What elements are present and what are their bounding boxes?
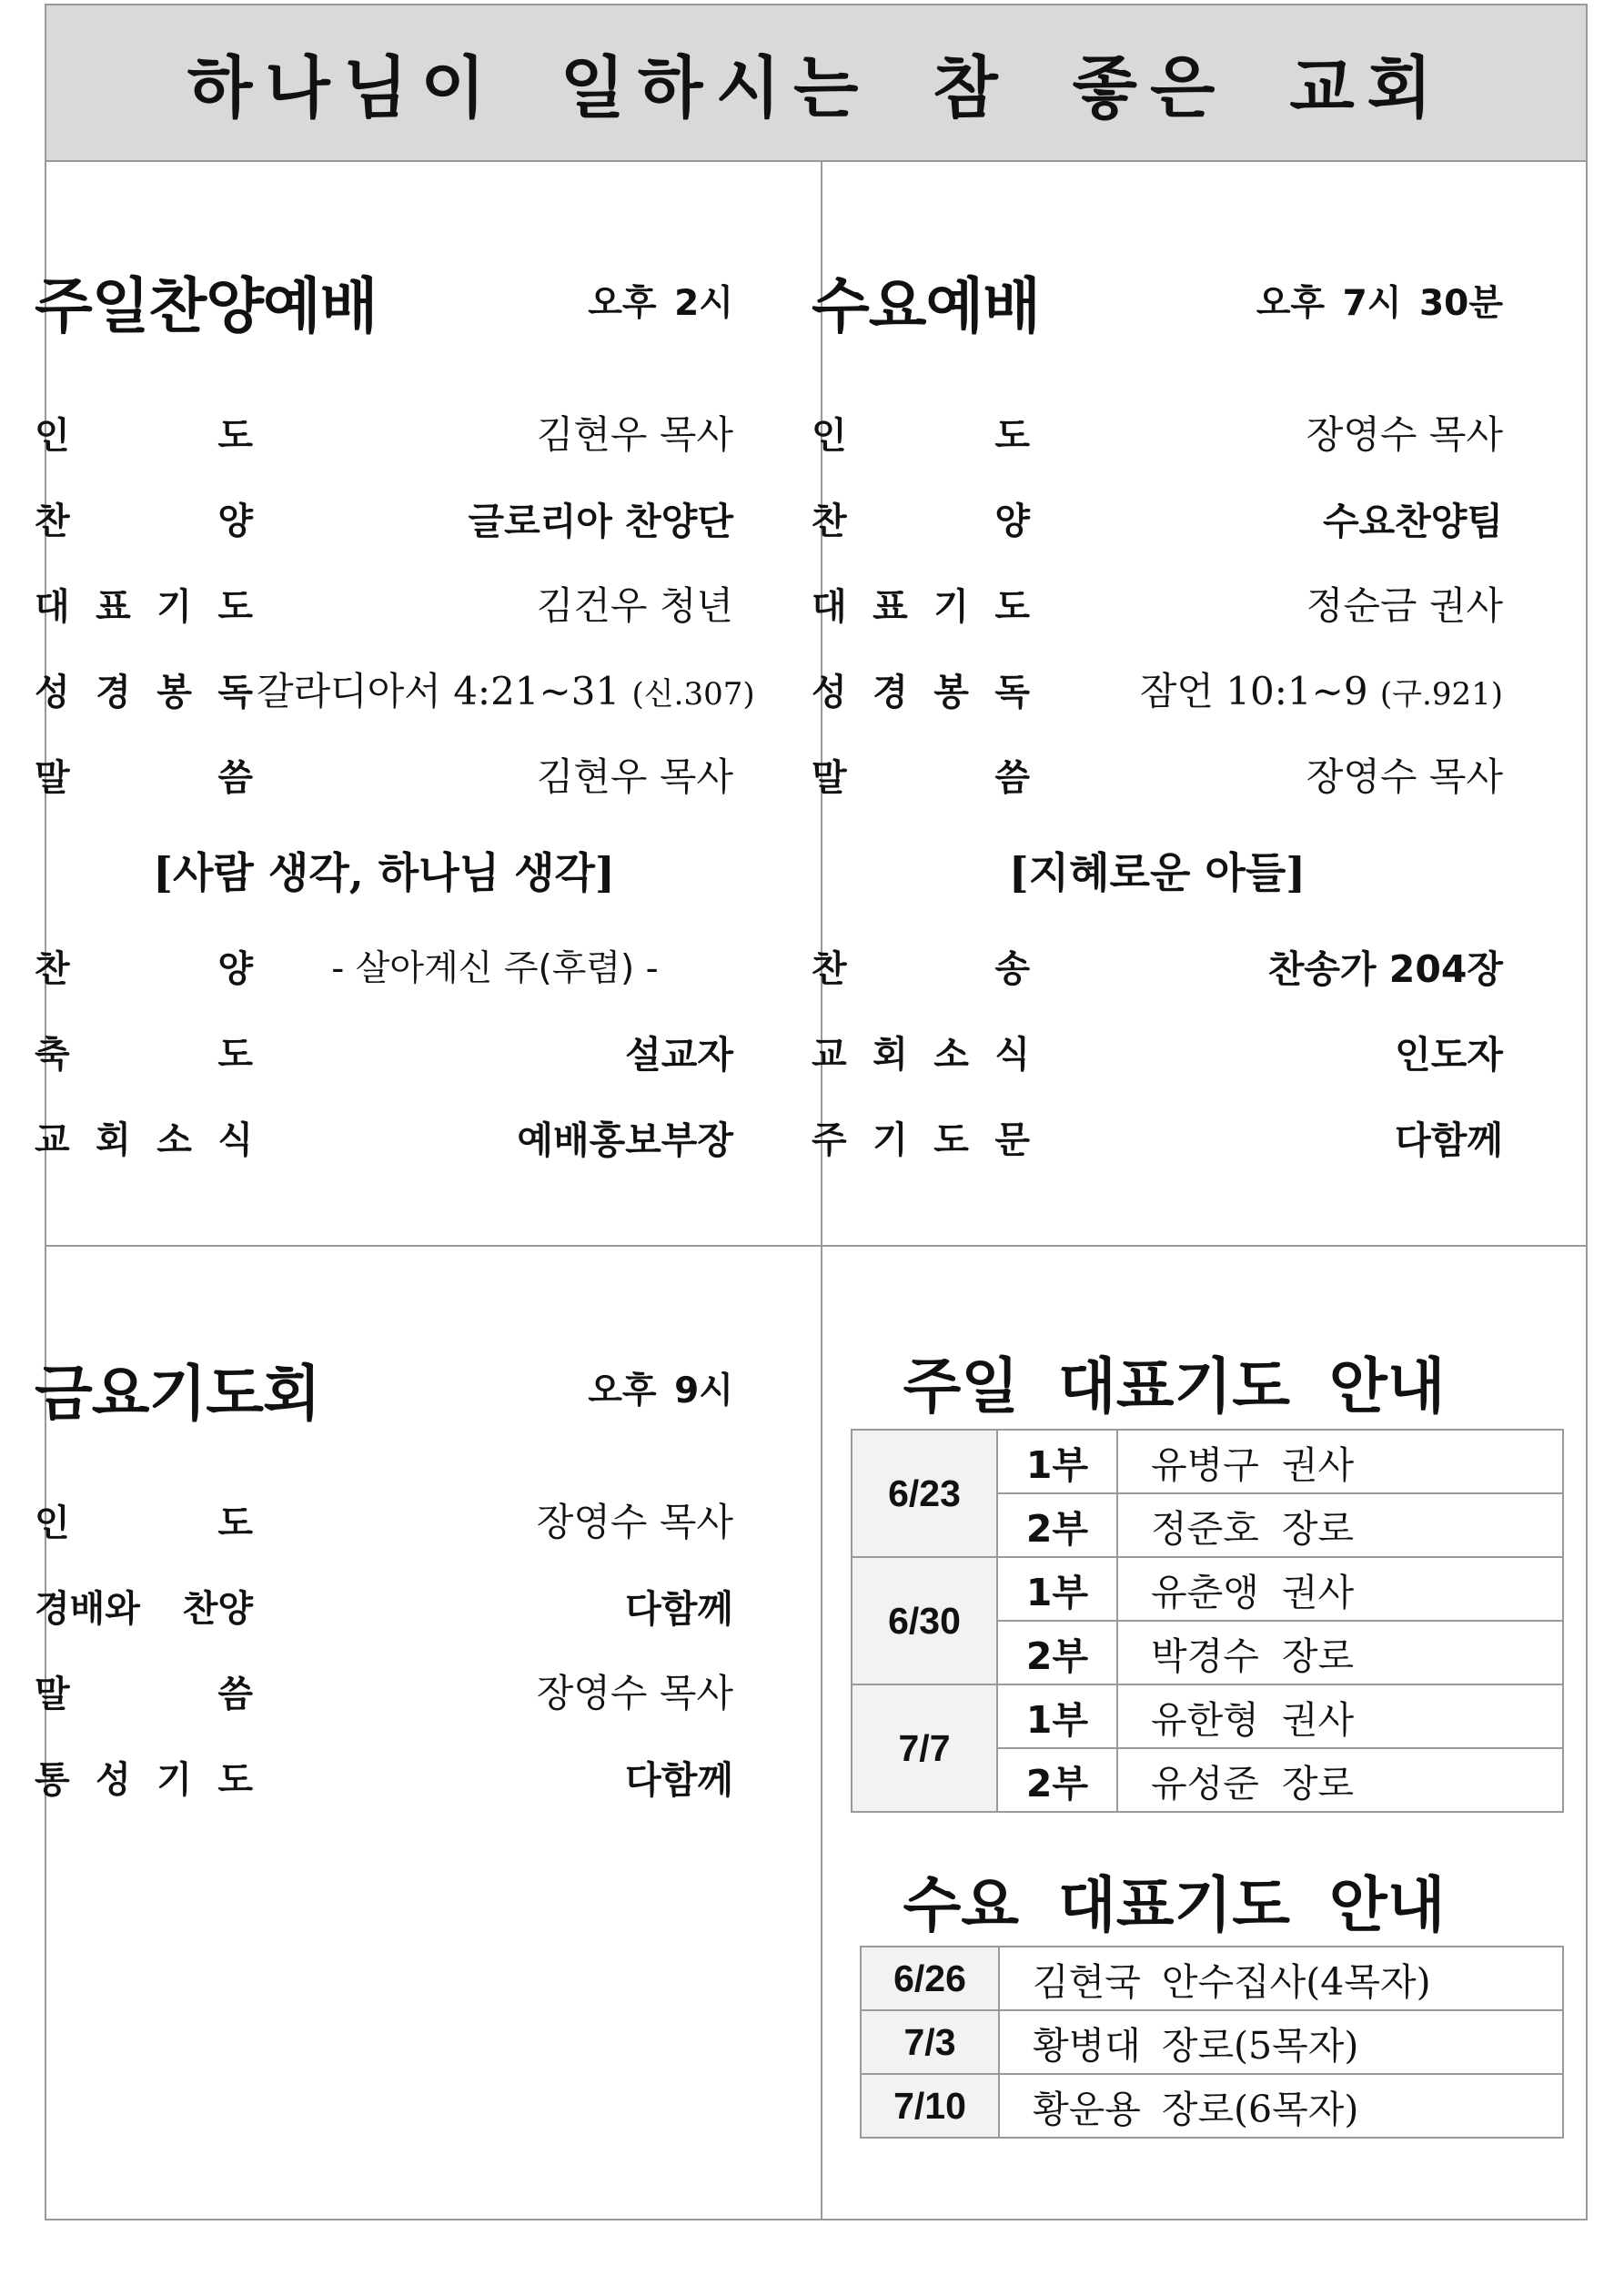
label-char: 성 xyxy=(96,1758,131,1801)
label-char: 주 xyxy=(812,1118,847,1161)
value-text: - 살아계신 주(후렴) - xyxy=(331,948,659,989)
service-row xyxy=(35,1008,733,1094)
label-char: 대 xyxy=(812,585,847,628)
row-label xyxy=(812,1111,1034,1163)
label-char: 도 xyxy=(217,1758,253,1801)
wednesday-prayer-table xyxy=(860,1946,1564,2139)
service-row xyxy=(35,646,755,732)
service-part-cell: 1부 xyxy=(997,1684,1117,1748)
service-time: 오후 7시 30분 xyxy=(1256,283,1503,324)
sunday-prayer-title: 주일 대표기도 안내 xyxy=(903,1351,1446,1421)
order-of-service xyxy=(35,389,755,1179)
value-text: 인도자 xyxy=(1395,1032,1503,1077)
row-value xyxy=(257,662,755,716)
value-text: 설교자 xyxy=(625,1032,733,1077)
row-value xyxy=(257,576,733,631)
label-char: 찬 xyxy=(35,500,70,542)
value-text: 글로리아 찬양단 xyxy=(468,499,733,543)
row-value xyxy=(1034,662,1503,716)
row-value xyxy=(1034,491,1503,545)
label-char: 도 xyxy=(933,1118,969,1161)
table-row xyxy=(852,1557,1563,1621)
table-row xyxy=(852,1430,1563,1493)
row-value xyxy=(1034,1110,1503,1164)
label-char: 도 xyxy=(217,1033,253,1076)
row-value xyxy=(257,940,733,991)
row-label xyxy=(35,1111,257,1163)
wednesday-prayer-title: 수요 대표기도 안내 xyxy=(903,1870,1446,1940)
label-char: 씀 xyxy=(217,756,253,799)
label-char: 양 xyxy=(217,500,253,542)
label-char: 송 xyxy=(994,947,1030,990)
label-char: 성 xyxy=(812,671,847,713)
service-row xyxy=(35,389,733,475)
service-row xyxy=(35,1563,733,1648)
service-time: 오후 9시 xyxy=(588,1371,733,1411)
service-row xyxy=(812,475,1503,561)
service-row xyxy=(35,732,733,817)
label-char: 기 xyxy=(873,1118,908,1161)
label-char: 회 xyxy=(96,1118,131,1161)
table-row xyxy=(861,2010,1563,2074)
prayer-leader-cell: 유병구 권사 xyxy=(1117,1430,1563,1493)
value-text: 다함께 xyxy=(625,1586,733,1631)
label-char: 씀 xyxy=(217,1673,253,1715)
row-label xyxy=(35,1580,257,1632)
label-char: 말 xyxy=(812,756,847,799)
label-char: 씀 xyxy=(994,756,1030,799)
label-char: 도 xyxy=(217,585,253,628)
service-row xyxy=(35,1648,733,1734)
row-value xyxy=(1034,405,1503,460)
label-char: 찬 xyxy=(812,500,847,542)
label-char: 성 xyxy=(35,671,70,713)
row-label xyxy=(35,1751,257,1803)
row-label xyxy=(35,1665,257,1717)
order-of-service xyxy=(812,389,1503,1179)
order-of-service xyxy=(35,1477,733,1819)
label-char: 양 xyxy=(217,947,253,990)
label-char: 찬양 xyxy=(182,1587,253,1630)
label-char: 회 xyxy=(873,1033,908,1076)
label-char: 통 xyxy=(35,1758,70,1801)
prayer-leader-cell: 김현국 안수집사(4목자) xyxy=(999,1947,1563,2010)
label-char: 표 xyxy=(873,585,908,628)
label-char: 축 xyxy=(35,1033,70,1076)
value-text: 정순금 권사 xyxy=(1306,583,1503,628)
label-char: 경 xyxy=(96,671,131,713)
service-part-cell: 2부 xyxy=(997,1493,1117,1557)
service-time: 오후 2시 xyxy=(588,283,733,324)
label-char: 식 xyxy=(217,1118,253,1161)
church-title: 하나님이 일하시는 참 좋은 교회 xyxy=(187,49,1446,127)
service-row xyxy=(812,646,1503,732)
row-label xyxy=(812,663,1034,715)
service-row xyxy=(812,923,1503,1008)
hymn-note: (구.921) xyxy=(1379,676,1503,713)
date-cell: 6/30 xyxy=(852,1557,997,1684)
service-row xyxy=(35,1734,733,1819)
service-row xyxy=(35,561,733,646)
row-label xyxy=(812,940,1034,992)
label-char: 말 xyxy=(35,1673,70,1715)
value-text: 잠언 10:1~9 xyxy=(1139,669,1368,713)
service-row xyxy=(812,389,1503,475)
label-char: 기 xyxy=(933,585,969,628)
table-row xyxy=(852,1684,1563,1748)
label-char: 인 xyxy=(812,414,847,457)
value-text: 예배홍보부장 xyxy=(517,1118,733,1162)
row-label xyxy=(35,1026,257,1077)
row-value xyxy=(257,1110,733,1164)
prayer-leader-cell: 정준호 장로 xyxy=(1117,1493,1563,1557)
hymn-note: (신.307) xyxy=(631,676,755,713)
prayer-leader-cell: 박경수 장로 xyxy=(1117,1621,1563,1684)
service-part-cell: 1부 xyxy=(997,1430,1117,1493)
label-char: 식 xyxy=(994,1033,1030,1076)
label-char: 표 xyxy=(96,585,131,628)
service-row xyxy=(812,1008,1503,1094)
label-char: 도 xyxy=(994,414,1030,457)
service-row xyxy=(812,561,1503,646)
service-part-cell: 2부 xyxy=(997,1621,1117,1684)
value-text: 장영수 목사 xyxy=(1306,412,1503,457)
value-text: 장영수 목사 xyxy=(536,1671,733,1715)
row-label xyxy=(812,407,1034,459)
sunday-prayer-table xyxy=(851,1429,1564,1813)
value-text: 김현우 목사 xyxy=(536,412,733,457)
row-label xyxy=(35,749,257,801)
panel-title: 수요예배 xyxy=(812,270,1041,341)
value-text: 김현우 목사 xyxy=(536,754,733,799)
row-value xyxy=(257,405,733,460)
row-value xyxy=(257,747,733,802)
label-char: 소 xyxy=(933,1033,969,1076)
prayer-leader-cell: 황병대 장로(5목자) xyxy=(999,2010,1563,2074)
row-label xyxy=(35,492,257,544)
service-row xyxy=(812,1094,1503,1179)
label-char: 도 xyxy=(217,414,253,457)
prayer-leader-cell: 유춘앵 권사 xyxy=(1117,1557,1563,1621)
service-row xyxy=(35,1094,733,1179)
friday-prayer-panel xyxy=(35,1351,733,1819)
service-part-cell: 2부 xyxy=(997,1748,1117,1812)
label-char: 소 xyxy=(156,1118,192,1161)
label-char: 인 xyxy=(35,414,70,457)
row-label xyxy=(35,1494,257,1546)
panel-title: 금요기도회 xyxy=(35,1358,320,1429)
label-char: 문 xyxy=(994,1118,1030,1161)
sermon-title: [사람 생각, 하나님 생각] xyxy=(153,848,615,897)
label-char: 기 xyxy=(156,1758,192,1801)
row-label xyxy=(35,663,257,715)
service-part-cell: 1부 xyxy=(997,1557,1117,1621)
label-char: 양 xyxy=(994,500,1030,542)
label-char: 도 xyxy=(217,1502,253,1544)
label-char: 말 xyxy=(35,756,70,799)
row-label xyxy=(812,492,1034,544)
date-cell: 7/10 xyxy=(861,2074,999,2138)
row-label xyxy=(35,407,257,459)
service-row xyxy=(35,1477,733,1563)
row-divider xyxy=(46,1245,1586,1247)
prayer-leader-cell: 유한형 권사 xyxy=(1117,1684,1563,1748)
date-cell: 7/7 xyxy=(852,1684,997,1812)
value-text: 찬송가 204장 xyxy=(1267,946,1503,991)
label-char: 독 xyxy=(217,671,253,713)
label-char: 교 xyxy=(812,1033,847,1076)
label-char: 독 xyxy=(994,671,1030,713)
row-label xyxy=(812,1026,1034,1077)
label-char: 인 xyxy=(35,1502,70,1544)
row-value xyxy=(257,1750,733,1804)
label-char: 봉 xyxy=(933,671,969,713)
label-char: 기 xyxy=(156,585,192,628)
sermon-title: [지혜로운 아들] xyxy=(1008,848,1306,897)
row-label xyxy=(812,749,1034,801)
prayer-leader-cell: 유성준 장로 xyxy=(1117,1748,1563,1812)
row-value xyxy=(1034,747,1503,802)
value-text: 장영수 목사 xyxy=(1306,754,1503,799)
table-row xyxy=(861,1947,1563,2010)
row-label xyxy=(812,578,1034,630)
row-value xyxy=(257,1579,733,1633)
panel-title: 주일찬양예배 xyxy=(35,270,378,341)
service-row xyxy=(35,923,733,1008)
label-char: 찬 xyxy=(35,947,70,990)
table-row xyxy=(861,2074,1563,2138)
row-value xyxy=(1034,576,1503,631)
value-text: 다함께 xyxy=(1395,1118,1503,1162)
label-char: 대 xyxy=(35,585,70,628)
row-value xyxy=(257,1025,733,1078)
row-label xyxy=(35,940,257,992)
wednesday-worship-panel xyxy=(812,264,1503,1179)
row-value xyxy=(257,1664,733,1718)
service-row xyxy=(35,475,733,561)
date-cell: 6/23 xyxy=(852,1430,997,1557)
label-char: 교 xyxy=(35,1118,70,1161)
value-text: 수요찬양팀 xyxy=(1322,499,1503,543)
value-text: 김건우 청년 xyxy=(536,583,733,628)
row-label xyxy=(35,578,257,630)
label-char: 찬 xyxy=(812,947,847,990)
service-row xyxy=(812,732,1503,817)
row-value xyxy=(257,1492,733,1547)
date-cell: 6/26 xyxy=(861,1947,999,2010)
label-char: 경 xyxy=(873,671,908,713)
header-banner xyxy=(46,5,1586,162)
label-char: 도 xyxy=(994,585,1030,628)
label-char: 봉 xyxy=(156,671,192,713)
prayer-leader-cell: 황운용 장로(6목자) xyxy=(999,2074,1563,2138)
value-text: 다함께 xyxy=(625,1757,733,1802)
row-value xyxy=(257,491,733,545)
sunday-worship-panel xyxy=(35,264,755,1179)
date-cell: 7/3 xyxy=(861,2010,999,2074)
row-value xyxy=(1034,1025,1503,1078)
label-char: 경배와 xyxy=(35,1587,140,1630)
value-text: 장영수 목사 xyxy=(536,1500,733,1544)
row-value xyxy=(1034,939,1503,993)
value-text: 갈라디아서 4:21~31 xyxy=(257,669,620,713)
